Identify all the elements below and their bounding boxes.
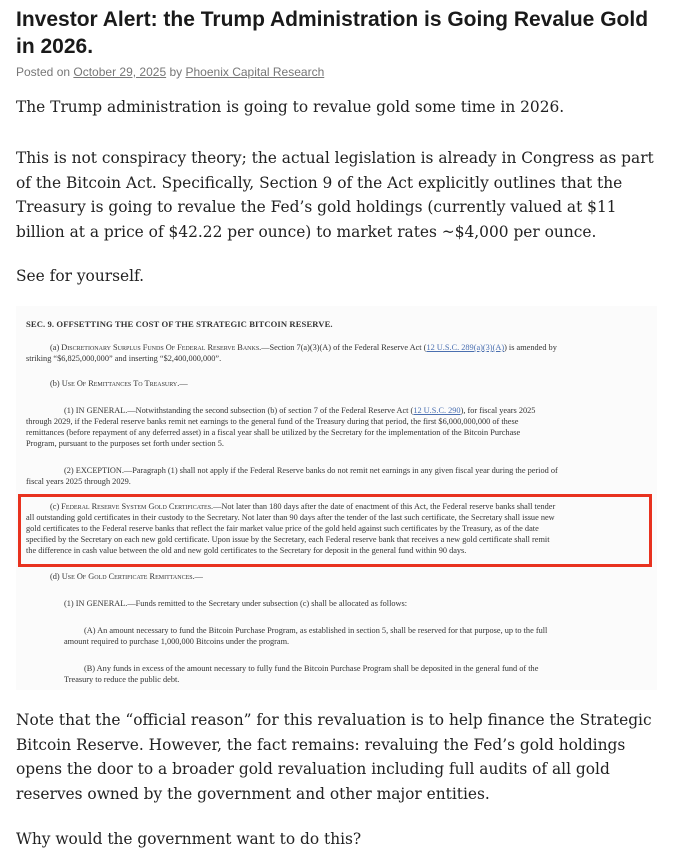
posted-on-label: Posted on	[16, 65, 71, 79]
post-meta	[16, 64, 656, 80]
subsection-c-line-5: the difference in cash value between the old and new gold certificates to the Secretary for deposit in the general fund within 90 days.	[26, 546, 467, 555]
paragraph-4: Note that the “official reason” for this revaluation is to help finance the Strategic Bitcoin Reserve. However, the fact remains: revaluing the Fed’s gold holdings opens the door to a broader gold revaluation including full audits of all gold reserves owned by the government and other major entities.	[16, 711, 652, 803]
subsection-c-line-4: specified by the Secretary on each new gold certificate. Upon issue by the Secretary, each Federal reserve bank that receives a new gold certificate shall remit	[26, 535, 550, 544]
post-title[interactable]: Investor Alert: the Trump Administration is Going Revalue Gold in 2026.	[16, 8, 649, 58]
paragraph-b2-line-2: fiscal years 2025 through 2029.	[26, 477, 131, 486]
subsection-a-line-2: striking “$6,825,000,000” and inserting “$2,400,000,000”.	[26, 354, 222, 363]
subsection-b-heading: (b) Use Of Remittances To Treasury.—	[50, 379, 188, 388]
paragraph-b1-line-2: through 2029, if the Federal reserve banks remit net earnings to the general fund of the Treasury during that period, the first $6,000,000,000 of these	[26, 417, 519, 426]
subsection-d-heading: (d) Use Of Gold Certificate Remittances.—	[50, 572, 203, 581]
post-date-link[interactable]: October 29, 2025	[73, 65, 167, 79]
subsection-c-line-1: (c) Federal Reserve System Gold Certificates.—Not later than 180 days after the date of enactment of this Act, the Federal reserve banks shall tender	[50, 502, 556, 511]
legislation-screenshot	[16, 306, 657, 690]
section-heading: SEC. 9. OFFSETTING THE COST OF THE STRATEGIC BITCOIN RESERVE.	[26, 319, 333, 329]
subsection-a-line-1: (a) Discretionary Surplus Funds Of Federal Reserve Banks.—Section 7(a)(3)(A) of the Federal Reserve Act (12 U.S.C. 289(a)(3)(A)) is amended by	[50, 343, 557, 352]
subsection-c-line-2: all outstanding gold certificates in their custody to the Secretary. Not later than 90 days after the tender of the last such certificate, the Secretary shall issue new	[26, 513, 555, 522]
article	[16, 0, 656, 848]
author-link[interactable]: Phoenix Capital Research	[185, 65, 325, 79]
paragraph-5: Why would the government want to do this?	[16, 830, 362, 848]
paragraph-dA-line-1: (A) An amount necessary to fund the Bitcoin Purchase Program, as established in section 5, shall be reserved for that purpose, up to the full	[84, 626, 548, 635]
paragraph-b1-line-1: (1) IN GENERAL.—Notwithstanding the second subsection (b) of section 7 of the Federal Reserve Act (12 U.S.C. 290), for fiscal years 2025	[64, 406, 536, 415]
paragraph-b2-line-1: (2) EXCEPTION.—Paragraph (1) shall not apply if the Federal Reserve banks do not remit net earnings in any given fiscal year during the period of	[64, 466, 558, 475]
paragraph-2: This is not conspiracy theory; the actual legislation is already in Congress as part of the Bitcoin Act. Specifically, Section 9 of the Act explicitly outlines that the Treasury is going to revalue the Fed’s gold holdings (currently valued at $11 billion at a price of $42.22 per ounce) to market rates ~$4,000 per ounce.	[16, 149, 654, 241]
subsection-c-line-3: gold certificates to the Federal reserve banks that reflect the fair market value price of the gold held against such certificates by the Treasury, as of the date	[26, 524, 539, 533]
paragraph-dB-line-2: Treasury to reduce the public debt.	[64, 675, 180, 684]
paragraph-dB-line-1: (B) Any funds in excess of the amount necessary to fully fund the Bitcoin Purchase Program shall be deposited in the general fund of the	[84, 664, 539, 673]
paragraph-1: The Trump administration is going to revalue gold some time in 2026.	[16, 98, 565, 116]
paragraph-b1-line-4: Program, pursuant to the purposes set forth under section 5.	[26, 439, 224, 448]
paragraph-d1: (1) IN GENERAL.—Funds remitted to the Secretary under subsection (c) shall be allocated as follows:	[64, 599, 408, 608]
paragraph-3: See for yourself.	[16, 267, 145, 285]
usc-289-link[interactable]: 12 U.S.C. 289(a)(3)(A)	[426, 343, 505, 352]
usc-290-link[interactable]: 12 U.S.C. 290	[413, 406, 461, 415]
paragraph-b1-line-3: remittances (before repayment of any deferred asset) in a fiscal year shall be utilized by the Secretary for the implementation of the Bitcoin Purchase	[26, 428, 521, 437]
paragraph-dA-line-2: amount required to purchase 1,000,000 Bitcoins under the program.	[64, 637, 290, 646]
by-label: by	[169, 65, 183, 79]
